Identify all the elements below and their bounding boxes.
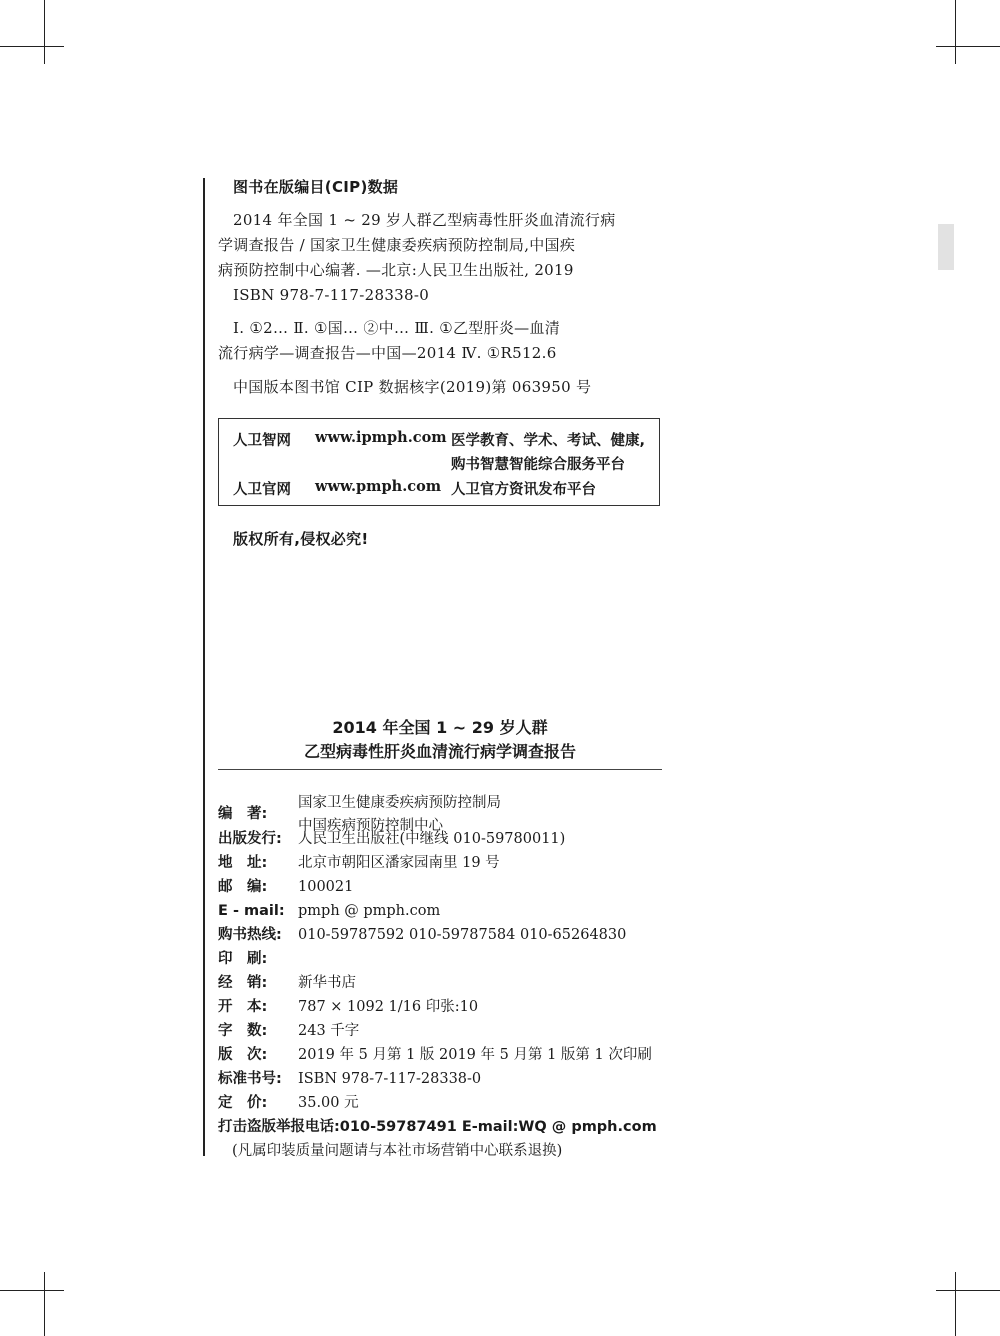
imprint-value[interactable]: pmph @ pmph.com [298,903,441,919]
site-url[interactable]: www.pmph.com [315,478,442,495]
imprint-label: 经 销: [218,975,268,991]
cip-line: 学调查报告 / 国家卫生健康委疾病预防控制局,中国疾 [218,236,576,254]
imprint-value: ISBN 978-7-117-28338-0 [298,1071,482,1087]
margin-rule [203,178,205,1156]
cip-line: 2014 年全国 1 ~ 29 岁人群乙型病毒性肝炎血清流行病 [233,211,616,229]
crop-mark [44,1272,45,1336]
site-desc: 医学教育、学术、考试、健康, [451,433,646,449]
cip-line: 病预防控制中心编著. —北京:人民卫生出版社, 2019 [218,261,574,279]
imprint-label: 版 次: [218,1047,268,1063]
imprint-value: 010-59787592 010-59787584 010-65264830 [298,927,627,943]
crop-mark [955,1272,956,1336]
cip-number: 中国版本图书馆 CIP 数据核字(2019)第 063950 号 [233,378,592,396]
imprint-value: 人民卫生出版社(中继线 010-59780011) [298,831,566,847]
imprint-value: 新华书店 [298,975,356,991]
site-label: 人卫智网 [233,433,291,449]
site-url[interactable]: www.ipmph.com [315,429,447,446]
publisher-links-box [218,418,660,506]
imprint-label: 标准书号: [218,1071,282,1087]
site-label: 人卫官网 [233,482,291,498]
imprint-value: 国家卫生健康委疾病预防控制局 [298,795,501,811]
site-desc: 人卫官方资讯发布平台 [451,482,596,498]
crop-mark [0,46,64,47]
imprint-label: 出版发行: [218,831,282,847]
book-title-line1: 2014 年全国 1 ~ 29 岁人群 [332,718,548,737]
imprint-label: 地 址: [218,855,268,871]
crop-mark [955,0,956,64]
book-title-line2: 乙型病毒性肝炎血清流行病学调查报告 [303,742,576,761]
imprint-label: E - mail: [218,903,285,919]
crop-mark [936,1290,1000,1291]
imprint-label: 字 数: [218,1023,268,1039]
crop-mark [936,46,1000,47]
site-desc: 购书智慧智能综合服务平台 [451,457,625,473]
imprint-value: 2019 年 5 月第 1 版 2019 年 5 月第 1 版第 1 次印刷 [298,1047,652,1063]
imprint-label: 印 刷: [218,951,268,967]
imprint-value: 北京市朝阳区潘家园南里 19 号 [298,855,500,871]
imprint-label: 购书热线: [218,927,282,943]
imprint-value: 787 × 1092 1/16 印张:10 [298,999,479,1015]
imprint-value: 243 千字 [298,1023,360,1039]
cip-isbn: ISBN 978-7-117-28338-0 [233,286,430,304]
imprint-value: 100021 [298,879,354,895]
page-tab-marker [938,224,954,270]
cip-line: 流行病学—调查报告—中国—2014 Ⅳ. ①R512.6 [218,344,557,362]
crop-mark [0,1290,64,1291]
imprint-label: 开 本: [218,999,268,1015]
quality-note: (凡属印装质量问题请与本社市场营销中心联系退换) [232,1143,563,1159]
title-divider [218,769,662,770]
imprint-label: 邮 编: [218,879,268,895]
cip-title: 图书在版编目(CIP)数据 [233,178,399,196]
imprint-label: 定 价: [218,1095,268,1111]
piracy-hotline: 打击盗版举报电话:010-59787491 E-mail:WQ @ pmph.com [218,1119,657,1135]
copyright-notice: 版权所有,侵权必究! [233,530,369,548]
imprint-value: 中国疾病预防控制中心 [298,818,443,834]
imprint-label: 编 著: [218,806,268,822]
cip-line: Ⅰ. ①2… Ⅱ. ①国… ②中… Ⅲ. ①乙型肝炎—血清 [233,319,561,337]
imprint-value: 35.00 元 [298,1095,359,1111]
crop-mark [44,0,45,64]
